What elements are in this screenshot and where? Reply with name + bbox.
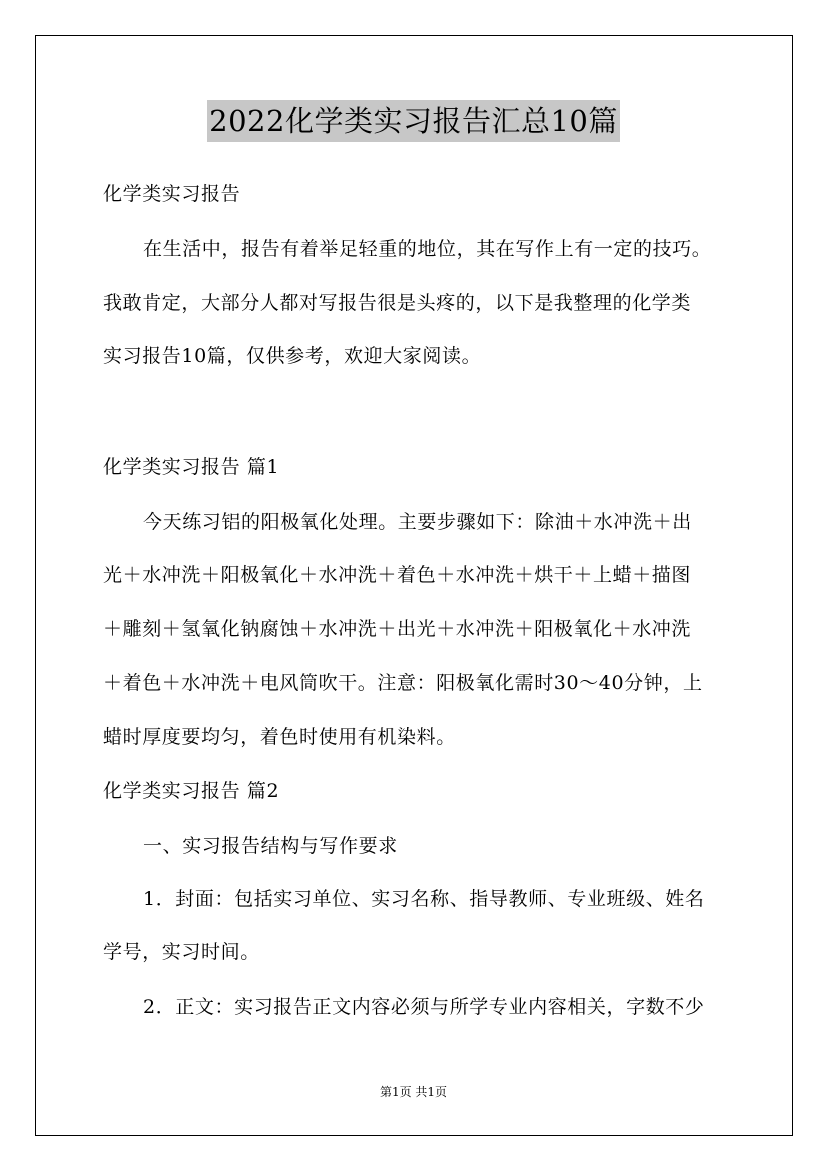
section-heading-part-2: 化学类实习报告 篇2 (103, 780, 280, 802)
paragraph-line: 学号，实习时间。 (103, 941, 260, 963)
paragraph-line: ＋雕刻＋氢氧化钠腐蚀＋水冲洗＋出光＋水冲洗＋阳极氧化＋水冲洗 (103, 618, 692, 640)
paragraph-line: 实习报告10篇，仅供参考，欢迎大家阅读。 (103, 345, 482, 367)
paragraph-line: 1．封面：包括实习单位、实习名称、指导教师、专业班级、姓名 (143, 888, 705, 910)
paragraph-line: 在生活中，报告有着举足轻重的地位，其在写作上有一定的技巧。 (143, 238, 712, 260)
paragraph-line: 光＋水冲洗＋阳极氧化＋水冲洗＋着色＋水冲洗＋烘干＋上蜡＋描图 (103, 564, 692, 586)
paragraph-line: 2．正文：实习报告正文内容必须与所学专业内容相关，字数不少 (143, 996, 705, 1018)
title-container (0, 100, 827, 142)
page-footer: 第1页 共1页 (379, 1085, 448, 1099)
section-heading-part-1: 化学类实习报告 篇1 (103, 456, 280, 478)
paragraph-line: 今天练习铝的阳极氧化处理。主要步骤如下：除油＋水冲洗＋出 (143, 511, 692, 533)
document-title: 2022化学类实习报告汇总10篇 (207, 100, 620, 142)
paragraph-line: 蜡时厚度要均匀，着色时使用有机染料。 (103, 726, 456, 748)
paragraph-line: ＋着色＋水冲洗＋电风筒吹干。注意：阳极氧化需时30～40分钟，上 (103, 672, 703, 694)
section-heading: 化学类实习报告 (103, 183, 241, 205)
paragraph-line: 我敢肯定，大部分人都对写报告很是头疼的，以下是我整理的化学类 (103, 292, 692, 314)
paragraph-line: 一、实习报告结构与写作要求 (143, 835, 398, 857)
